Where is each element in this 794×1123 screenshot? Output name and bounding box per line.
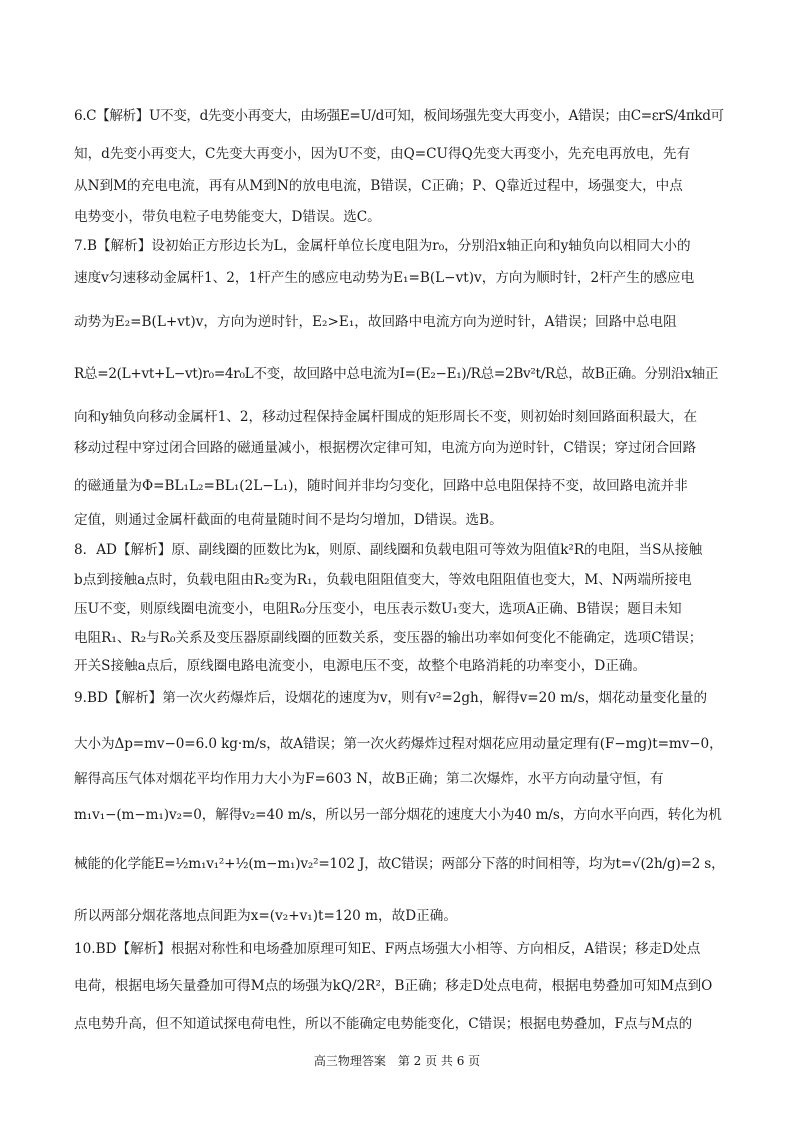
text-line: 动势为E₂=B(L+vt)v，方向为逆时针，E₂>E₁，故回路中电流方向为逆时针，A错误；回路中总电阻 <box>74 314 677 330</box>
text-line: 速度v匀速移动金属杆1、2，1杆产生的感应电动势为E₁=B(L−vt)v，方向为顺时针，2杆产生的感应电 <box>74 270 695 286</box>
text-line: 7.B【解析】设初始正方形边长为L，金属杆单位长度电阻为r₀，分别沿x轴正向和y轴负向以相同大小的 <box>74 238 691 254</box>
page-footer: 高三物理答案 第 2 页 共 6 页 <box>313 1054 481 1068</box>
text-line: b点到接触a点时，负载电阻由R₂变为R₁，负载电阻阻值变大，等效电阻阻值也变大，M、N两端所接电 <box>74 572 692 588</box>
text-line: 点电势升高，但不知道试探电荷电性，所以不能确定电势能变化，C错误；根据电势叠加，F点与M点的 <box>74 1016 693 1032</box>
text-line: 械能的化学能E=½m₁v₁²+½(m−m₁)v₂²=102 J，故C错误；两部分下落的时间相等，均为t=√(2h/g)=2 s， <box>74 856 725 872</box>
text-line: 知，d先变小再变大，C先变大再变小，因为U不变，由Q=CU得Q先变大再变小，先充电再放电，先有 <box>74 146 691 162</box>
text-line: 从N到M的充电电流，再有从M到N的放电电流，B错误，C正确；P、Q靠近过程中，场强变大，中点 <box>74 178 683 194</box>
text-line: 移动过程中穿过闭合回路的磁通量减小，根据楞次定律可知，电流方向为逆时针，C错误；穿过闭合回路 <box>74 440 697 456</box>
text-line: 解得高压气体对烟花平均作用力大小为F=603 N，故B正确；第二次爆炸，水平方向动量守恒，有 <box>74 771 664 787</box>
text-line: 定值，则通过金属杆截面的电荷量随时间不是均匀增加，D错误。选B。 <box>74 512 503 528</box>
text-line: 所以两部分烟花落地点间距为x=(v₂+v₁)t=120 m，故D正确。 <box>74 908 457 924</box>
text-line: 大小为Δp=mv−0=6.0 kg·m/s，故A错误；第一次火药爆炸过程对烟花应用动量定理有(F−mg)t=mv−0， <box>74 736 723 752</box>
text-line: 6.C【解析】U不变，d先变小再变大，由场强E=U/d可知，板间场强先变大再变小，A错误；由C=εrS/4πkd可 <box>74 108 724 124</box>
text-line: 10.BD【解析】根据对称性和电场叠加原理可知E、F两点场强大小相等、方向相反，A错误；移走D处点 <box>74 941 701 957</box>
text-line: 电阻R₁、R₂与R₀关系及变压器原副线圈的匝数关系，变压器的输出功率如何变化不能确定，选项C错误； <box>74 630 703 646</box>
text-line: m₁v₁−(m−m₁)v₂=0，解得v₂=40 m/s，所以另一部分烟花的速度大小为40 m/s，方向水平向西，转化为机 <box>74 807 722 823</box>
text-line: 9.BD【解析】第一次火药爆炸后，设烟花的速度为v，则有v²=2gh，解得v=20 m/s，烟花动量变化量的 <box>74 690 708 706</box>
text-line: 开关S接触a点后，原线圈电路电流变小，电源电压不变，故整个电路消耗的功率变小，D正确。 <box>74 658 647 674</box>
text-line: 8．AD【解析】原、副线圈的匝数比为k，则原、副线圈和负载电阻可等效为阻值k²R的电阻，当S从接触 <box>74 542 703 558</box>
text-line: 压U不变，则原线圈电流变小，电阻R₀分压变小，电压表示数U₁变大，选项A正确、B错误；题目未知 <box>74 601 682 617</box>
text-line: 的磁通量为Φ=BL₁L₂=BL₁(2L−L₁)，随时间并非均匀变化，回路中总电阻保持不变，故回路电流并非 <box>74 478 688 494</box>
text-line: 电荷，根据电场矢量叠加可得M点的场强为kQ/2R²，B正确；移走D处点电荷，根据电势叠加可知M点到O <box>74 978 713 994</box>
text-line: 向和y轴负向移动金属杆1、2，移动过程保持金属杆围成的矩形周长不变，则初始时刻回路面积最大，在 <box>74 409 698 425</box>
text-line: R总=2(L+vt+L−vt)r₀=4r₀L不变，故回路中总电流为I=(E₂−E₁)/R总=2Bv²t/R总，故B正确。分别沿x轴正 <box>74 366 719 382</box>
text-line: 电势变小，带负电粒子电势能变大，D错误。选C。 <box>74 209 381 225</box>
